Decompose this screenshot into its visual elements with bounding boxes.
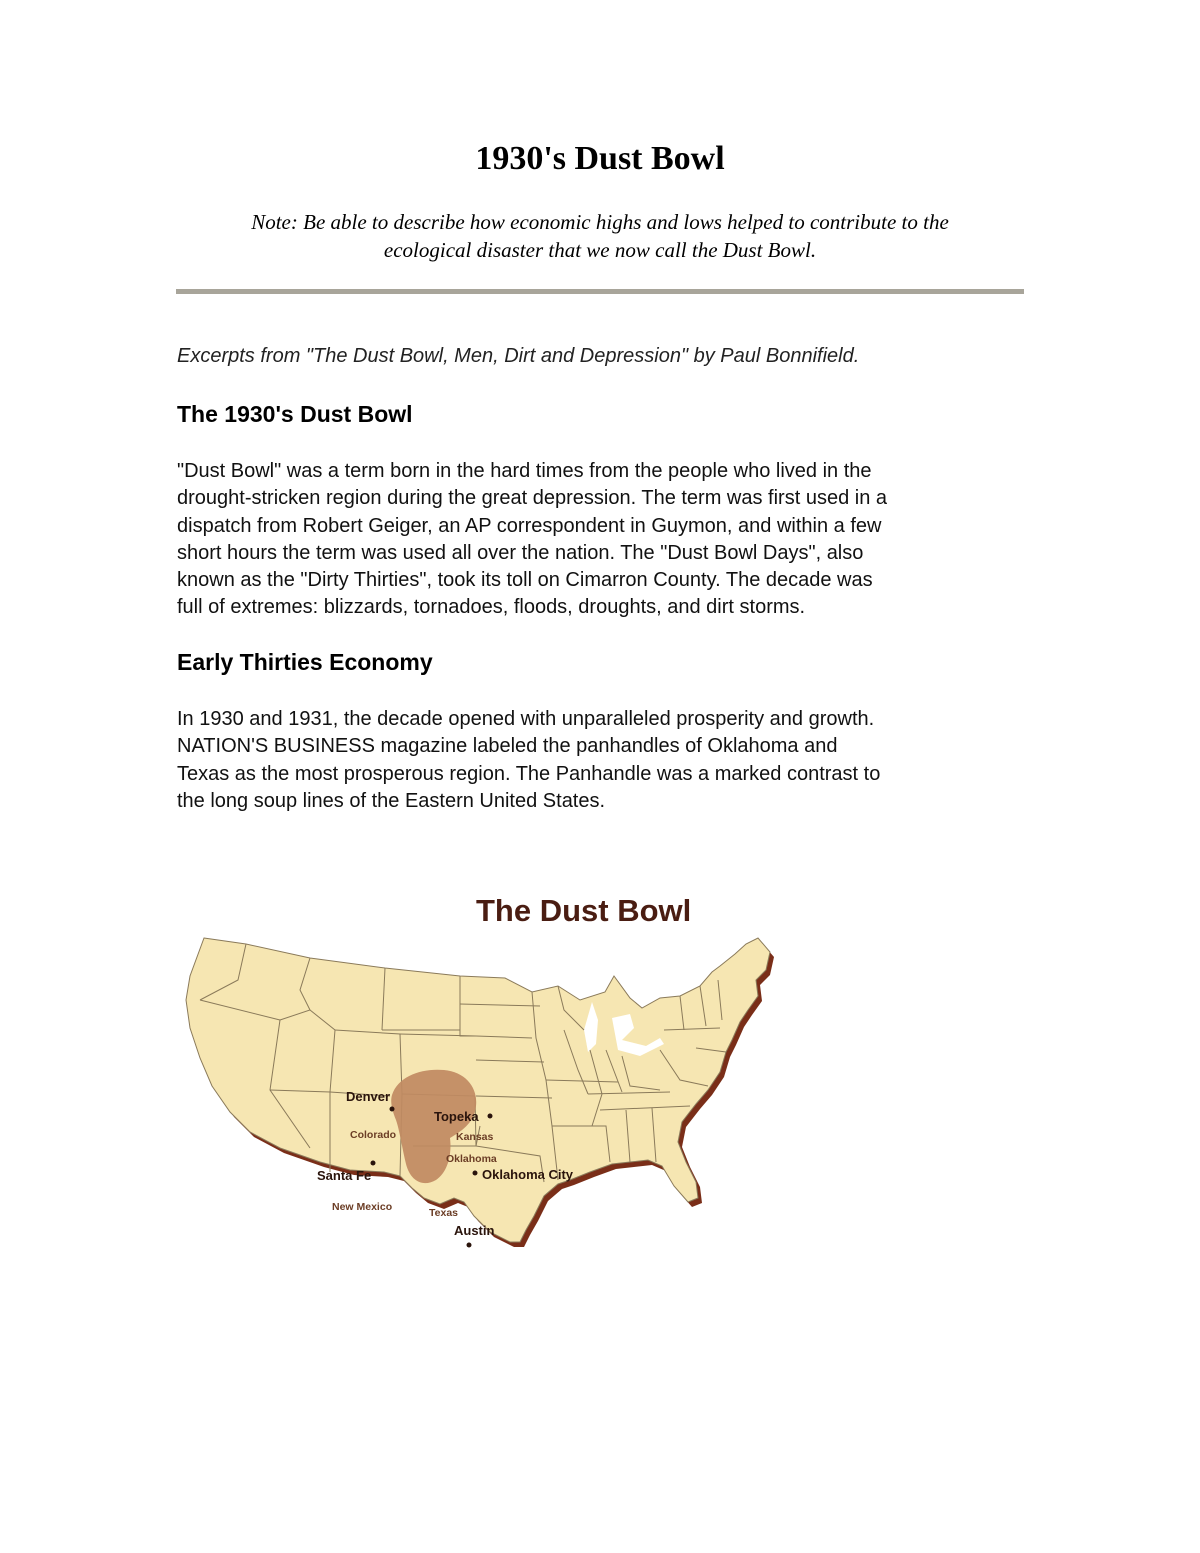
state-label-oklahoma: Oklahoma bbox=[446, 1153, 497, 1165]
paragraph-line: the long soup lines of the Eastern United States. bbox=[177, 789, 606, 812]
paragraph-line: "Dust Bowl" was a term born in the hard times from the people who lived in the bbox=[177, 460, 872, 482]
section-paragraph-economy bbox=[177, 706, 1027, 815]
denver-dot bbox=[390, 1107, 395, 1112]
state-label-texas: Texas bbox=[429, 1207, 458, 1219]
page-title: 1930's Dust Bowl bbox=[475, 140, 725, 177]
state-label-kansas: Kansas bbox=[456, 1131, 494, 1143]
topeka-dot bbox=[488, 1114, 493, 1119]
horizontal-rule bbox=[176, 289, 1024, 294]
oklahoma-city-dot bbox=[473, 1171, 478, 1176]
section-heading-dust-bowl: The 1930's Dust Bowl bbox=[177, 401, 413, 427]
paragraph-line: known as the "Dirty Thirties", took its toll on Cimarron County. The decade was bbox=[177, 569, 873, 592]
state-label-colorado: Colorado bbox=[350, 1129, 397, 1141]
section-heading-economy: Early Thirties Economy bbox=[177, 649, 433, 675]
study-note bbox=[190, 208, 1010, 264]
section-paragraph-dust-bowl bbox=[177, 458, 1027, 622]
us-map-illustration bbox=[160, 880, 800, 1330]
paragraph-line: In 1930 and 1931, the decade opened with unparalleled prosperity and growth. bbox=[177, 708, 875, 730]
paragraph-line: dispatch from Robert Geiger, an AP correspondent in Guymon, and within a few bbox=[177, 514, 882, 537]
paragraph-line: Texas as the most prosperous region. The Panhandle was a marked contrast to bbox=[177, 762, 881, 785]
excerpt-citation: Excerpts from "The Dust Bowl, Men, Dirt and Depression" by Paul Bonnifield. bbox=[177, 345, 860, 367]
note-line-2: ecological disaster that we now call the Dust Bowl. bbox=[383, 238, 817, 262]
note-line-1: Note: Be able to describe how economic highs and lows helped to contribute to the bbox=[251, 210, 949, 234]
dust-bowl-map bbox=[160, 880, 800, 1330]
city-label-denver: Denver bbox=[346, 1089, 391, 1104]
paragraph-line: full of extremes: blizzards, tornadoes, floods, droughts, and dirt storms. bbox=[177, 596, 806, 619]
paragraph-line: NATION'S BUSINESS magazine labeled the panhandles of Oklahoma and bbox=[177, 735, 838, 758]
santa-fe-dot bbox=[371, 1161, 376, 1166]
city-label-santa-fe: Santa Fe bbox=[317, 1168, 372, 1183]
paragraph-line: drought-stricken region during the great depression. The term was first used in a bbox=[177, 487, 887, 510]
city-label-austin: Austin bbox=[454, 1223, 495, 1238]
paragraph-line: short hours the term was used all over the nation. The "Dust Bowl Days", also bbox=[177, 541, 864, 564]
city-label-topeka: Topeka bbox=[434, 1109, 479, 1124]
city-label-oklahoma-city: Oklahoma City bbox=[482, 1167, 574, 1182]
state-label-new-mexico: New Mexico bbox=[332, 1201, 393, 1213]
map-title: The Dust Bowl bbox=[476, 893, 692, 928]
austin-dot bbox=[467, 1243, 472, 1248]
